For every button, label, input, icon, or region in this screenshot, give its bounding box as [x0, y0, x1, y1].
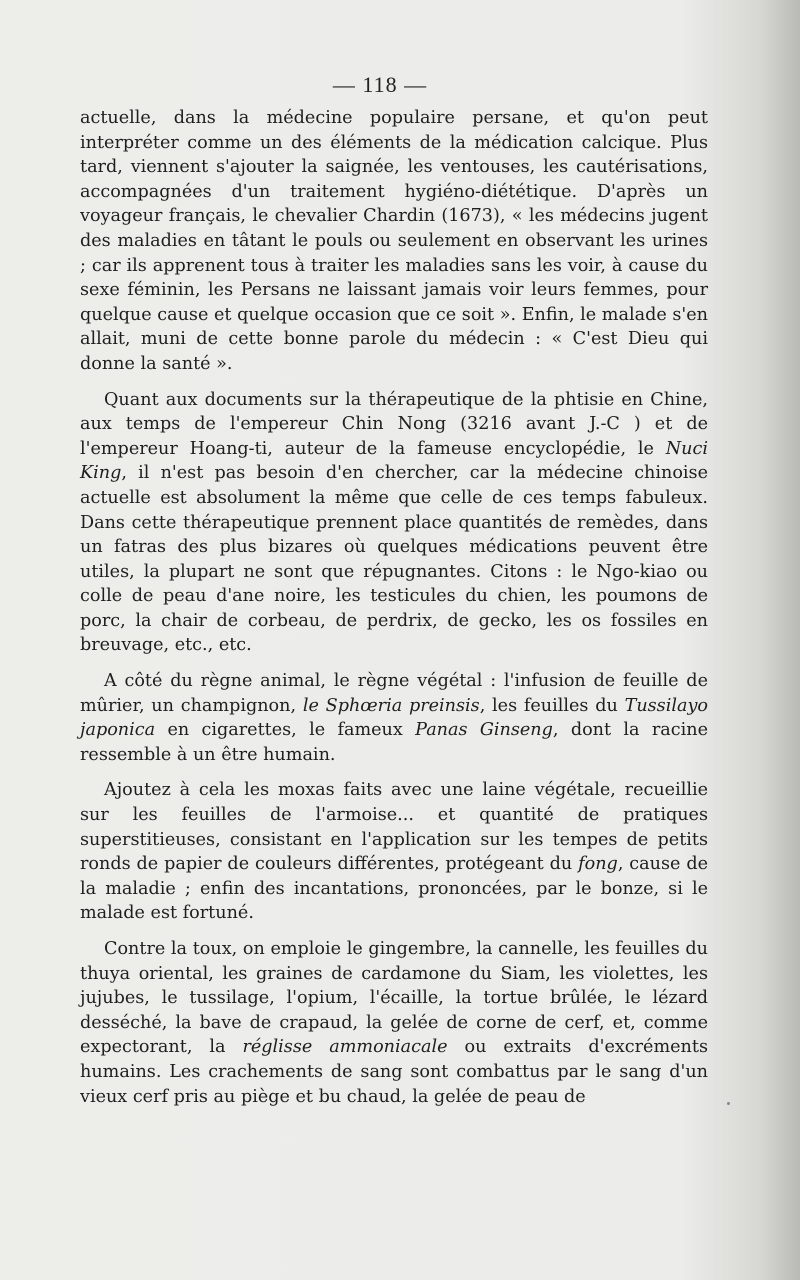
text-run: , dont la racine ressemble à un être humain. — [80, 720, 708, 765]
text-run: , il n'est pas besoin d'en chercher, car la médecine chinoise actuelle est absolument la même que celle de ces temps fabuleux. Dans cette thérapeutique prennent place quantités de remèdes, dans un fatras des plus bizares où quelques médications peuvent être utiles, la plupart ne sont que répugnantes. Citons : le Ngo-kiao ou colle de peau d'ane noire, les testicules du chien, les poumons de porc, la chair de corbeau, de perdrix, de gecko, les os fossiles en breuvage, etc., etc. — [80, 463, 708, 656]
paragraph-2 — [80, 388, 708, 659]
paragraph-1 — [80, 106, 708, 377]
text-run: , cause de la maladie ; enfin des incantations, prononcées, par le bonze, si le malade est fortuné. — [80, 854, 708, 924]
italic-term: le Sphœria preinsis — [302, 695, 480, 716]
text-run: Ajoutez à cela les moxas faits avec une laine végétale, recueillie sur les feuilles de l'armoise... et quantité de pratiques superstitieuses, consistant en l'application sur les tempes de petits ronds de papier de couleurs différentes, protégeant du — [80, 780, 708, 875]
text-run: Quant aux documents sur la thérapeutique de la phtisie en Chine, aux temps de l'empereur Chin Nong (3216 avant J.-C ) et de l'empereur Hoang-ti, auteur de la fameuse encyclopédie, le — [80, 389, 708, 459]
italic-term: Panas Ginseng — [415, 720, 553, 741]
italic-term: Nuci King — [80, 438, 708, 484]
text-run: A côté du règne animal, le règne végétal : l'infusion de feuille de mûrier, un champignon, — [80, 671, 708, 716]
text-run: en cigarettes, le fameux — [155, 720, 416, 741]
page-number: — 118 — — [332, 72, 428, 97]
paragraph-3 — [80, 669, 708, 767]
text-run: Contre la toux, on emploie le gingembre, la cannelle, les feuilles du thuya oriental, les graines de cardamone du Siam, les violettes, les jujubes, le tussilage, l'opium, l'écaille, la tortue brûlée, le lézard desséché, la bave de crapaud, la gelée de corne de cerf, et, comme expectorant, la — [80, 939, 708, 1058]
scan-speck — [727, 1102, 730, 1105]
text-run: ou extraits d'excréments humains. Les crachements de sang sont combattus par le sang d'un vieux cerf pris au piège et bu chaud, la gelée de peau de — [80, 1037, 708, 1107]
paragraph-5 — [80, 937, 708, 1109]
italic-term: fong — [578, 854, 618, 875]
paragraph-4 — [80, 778, 708, 926]
text-run: actuelle, dans la médecine populaire persane, et qu'on peut interpréter comme un des éléments de la médication calcique. Plus tard, viennent s'ajouter la saignée, les ventouses, les cautérisations, accompagnées d'un traitement hygiéno-diététique. D'après un voyageur français, le chevalier Chardin (1673), « les médecins jugent des maladies en tâtant le pouls ou seulement en observant les urines ; car ils apprenent tous à traiter les maladies sans les voir, à cause du sexe féminin, les Persans ne laissant jamais voir leurs femmes, pour quelque cause et quelque occasion que ce soit ». Enfin, le malade s'en allait, muni de cette bonne parole du médecin : « C'est Dieu qui donne la santé ». — [80, 108, 708, 374]
italic-term: réglisse ammoniacale — [242, 1037, 448, 1058]
body-text — [80, 106, 708, 1120]
text-run: , les feuilles du — [479, 695, 625, 716]
italic-term: Tussilayo japonica — [80, 695, 708, 741]
